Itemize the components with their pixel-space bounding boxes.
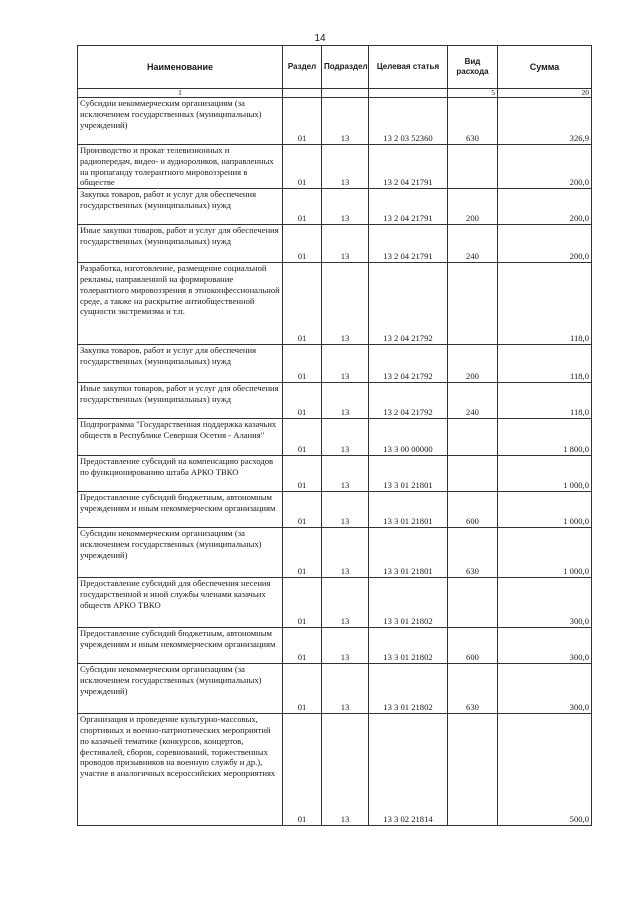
table-row bbox=[78, 419, 592, 456]
row-sum: 300,0 bbox=[498, 664, 592, 714]
row-name: Субсидии некоммерческим организациям (за исключением государственных (муниципальных) учреждений) bbox=[78, 664, 283, 714]
row-subsection: 13 bbox=[322, 383, 369, 419]
row-sum: 326,9 bbox=[498, 98, 592, 145]
row-name: Предоставление субсидий для обеспечения несения государственной и иной службы членами казачьих обществ АРКО ТВКО bbox=[78, 578, 283, 628]
row-subsection: 13 bbox=[322, 528, 369, 578]
table-row bbox=[78, 263, 592, 345]
row-subsection: 13 bbox=[322, 628, 369, 664]
row-article: 13 3 01 21802 bbox=[369, 664, 448, 714]
row-article: 13 2 04 21791 bbox=[369, 225, 448, 263]
row-sum: 300,0 bbox=[498, 628, 592, 664]
row-expense-type bbox=[448, 145, 498, 189]
row-expense-type: 240 bbox=[448, 383, 498, 419]
row-subsection: 13 bbox=[322, 189, 369, 225]
row-expense-type: 630 bbox=[448, 528, 498, 578]
row-sum: 300,0 bbox=[498, 578, 592, 628]
header-section: Раздел bbox=[283, 46, 322, 89]
row-sum: 1 000,0 bbox=[498, 456, 592, 492]
row-subsection: 13 bbox=[322, 145, 369, 189]
row-section: 01 bbox=[283, 145, 322, 189]
row-article: 13 2 04 21792 bbox=[369, 345, 448, 383]
table-row bbox=[78, 145, 592, 189]
row-subsection: 13 bbox=[322, 98, 369, 145]
row-subsection: 13 bbox=[322, 492, 369, 528]
row-sum: 200,0 bbox=[498, 189, 592, 225]
row-subsection: 13 bbox=[322, 263, 369, 345]
column-number-empty bbox=[322, 89, 369, 98]
row-expense-type: 600 bbox=[448, 492, 498, 528]
row-sum: 200,0 bbox=[498, 145, 592, 189]
table-row bbox=[78, 664, 592, 714]
header-name: Наименование bbox=[78, 46, 283, 89]
column-number-empty bbox=[369, 89, 448, 98]
page-number: 14 bbox=[314, 33, 326, 44]
row-article: 13 2 03 52360 bbox=[369, 98, 448, 145]
row-section: 01 bbox=[283, 383, 322, 419]
row-section: 01 bbox=[283, 189, 322, 225]
row-expense-type bbox=[448, 419, 498, 456]
row-subsection: 13 bbox=[322, 225, 369, 263]
table-row bbox=[78, 628, 592, 664]
row-article: 13 2 04 21792 bbox=[369, 263, 448, 345]
row-expense-type: 630 bbox=[448, 98, 498, 145]
row-section: 01 bbox=[283, 225, 322, 263]
row-expense-type: 200 bbox=[448, 345, 498, 383]
row-name: Субсидии некоммерческим организациям (за исключением государственных (муниципальных) учреждений) bbox=[78, 98, 283, 145]
row-name: Подпрограмма "Государственная поддержка казачьих обществ в Республике Северная Осетия - Алания" bbox=[78, 419, 283, 456]
row-subsection: 13 bbox=[322, 345, 369, 383]
row-section: 01 bbox=[283, 714, 322, 826]
row-section: 01 bbox=[283, 263, 322, 345]
row-section: 01 bbox=[283, 578, 322, 628]
row-sum: 200,0 bbox=[498, 225, 592, 263]
row-article: 13 3 01 21801 bbox=[369, 456, 448, 492]
row-sum: 1 000,0 bbox=[498, 528, 592, 578]
row-article: 13 3 01 21801 bbox=[369, 528, 448, 578]
row-article: 13 3 01 21801 bbox=[369, 492, 448, 528]
header-expense-type: Вид расхода bbox=[448, 46, 498, 89]
column-number-empty bbox=[283, 89, 322, 98]
table-row bbox=[78, 456, 592, 492]
row-expense-type bbox=[448, 714, 498, 826]
row-subsection: 13 bbox=[322, 714, 369, 826]
row-article: 13 2 04 21791 bbox=[369, 189, 448, 225]
row-name: Предоставление субсидий бюджетным, автономным учреждениям и иным некоммерческим организациям bbox=[78, 628, 283, 664]
row-expense-type bbox=[448, 456, 498, 492]
row-name: Субсидии некоммерческим организациям (за исключением государственных (муниципальных) учреждений) bbox=[78, 528, 283, 578]
budget-table bbox=[77, 45, 592, 826]
row-sum: 118,0 bbox=[498, 263, 592, 345]
row-name: Разработка, изготовление, размещение социальной рекламы, направленной на формирование толерантного мировоззрения в этноконфессиональной среде, а также на раскрытие антиобщественной сущности экстремизма и т.п. bbox=[78, 263, 283, 345]
row-section: 01 bbox=[283, 664, 322, 714]
row-article: 13 3 01 21802 bbox=[369, 628, 448, 664]
row-section: 01 bbox=[283, 528, 322, 578]
row-article: 13 3 01 21802 bbox=[369, 578, 448, 628]
header-row bbox=[78, 46, 592, 89]
row-section: 01 bbox=[283, 345, 322, 383]
row-sum: 118,0 bbox=[498, 345, 592, 383]
row-name: Закупка товаров, работ и услуг для обеспечения государственных (муниципальных) нужд bbox=[78, 345, 283, 383]
row-section: 01 bbox=[283, 419, 322, 456]
table-row bbox=[78, 578, 592, 628]
row-name: Предоставление субсидий на компенсацию расходов по функционированию штаба АРКО ТВКО bbox=[78, 456, 283, 492]
row-name: Организация и проведение культурно-массовых, спортивных и военно-патриотических мероприятий по казачьей тематике (конкурсов, концертов, фестивалей, сборов, соревнований, торжественных проводов призывников на военную службу и др.), участие в аналогичных всероссийских мероприятиях bbox=[78, 714, 283, 826]
row-expense-type: 200 bbox=[448, 189, 498, 225]
row-expense-type: 240 bbox=[448, 225, 498, 263]
table-row bbox=[78, 528, 592, 578]
row-sum: 118,0 bbox=[498, 383, 592, 419]
row-article: 13 3 02 21814 bbox=[369, 714, 448, 826]
row-name: Иные закупки товаров, работ и услуг для обеспечения государственных (муниципальных) нужд bbox=[78, 383, 283, 419]
column-number-row bbox=[78, 89, 592, 98]
row-expense-type bbox=[448, 263, 498, 345]
row-expense-type bbox=[448, 578, 498, 628]
column-number-sum: 20 bbox=[498, 89, 592, 98]
row-expense-type: 600 bbox=[448, 628, 498, 664]
row-article: 13 3 00 00000 bbox=[369, 419, 448, 456]
row-section: 01 bbox=[283, 492, 322, 528]
row-sum: 500,0 bbox=[498, 714, 592, 826]
row-name: Предоставление субсидий бюджетным, автономным учреждениям и иным некоммерческим организациям bbox=[78, 492, 283, 528]
row-section: 01 bbox=[283, 628, 322, 664]
table-row bbox=[78, 714, 592, 826]
row-sum: 1 800,0 bbox=[498, 419, 592, 456]
table-row bbox=[78, 98, 592, 145]
row-section: 01 bbox=[283, 456, 322, 492]
row-subsection: 13 bbox=[322, 664, 369, 714]
row-subsection: 13 bbox=[322, 419, 369, 456]
table-row bbox=[78, 345, 592, 383]
row-subsection: 13 bbox=[322, 456, 369, 492]
header-subsection: Подраздел bbox=[322, 46, 369, 89]
row-name: Иные закупки товаров, работ и услуг для обеспечения государственных (муниципальных) нужд bbox=[78, 225, 283, 263]
row-subsection: 13 bbox=[322, 578, 369, 628]
row-name: Закупка товаров, работ и услуг для обеспечения государственных (муниципальных) нужд bbox=[78, 189, 283, 225]
row-expense-type: 630 bbox=[448, 664, 498, 714]
table-row bbox=[78, 383, 592, 419]
column-number-expense-type: 5 bbox=[448, 89, 498, 98]
header-article: Целевая статья bbox=[369, 46, 448, 89]
row-section: 01 bbox=[283, 98, 322, 145]
row-sum: 1 000,0 bbox=[498, 492, 592, 528]
table-row bbox=[78, 225, 592, 263]
header-sum: Сумма bbox=[498, 46, 592, 89]
table-row bbox=[78, 189, 592, 225]
row-name: Производство и прокат телевизионных и радиопередач, видео- и аудиороликов, направленных на пропаганду толерантного мировоззрения в обществе bbox=[78, 145, 283, 189]
row-article: 13 2 04 21792 bbox=[369, 383, 448, 419]
row-article: 13 2 04 21791 bbox=[369, 145, 448, 189]
table-row bbox=[78, 492, 592, 528]
column-number-name: 1 bbox=[78, 89, 283, 98]
